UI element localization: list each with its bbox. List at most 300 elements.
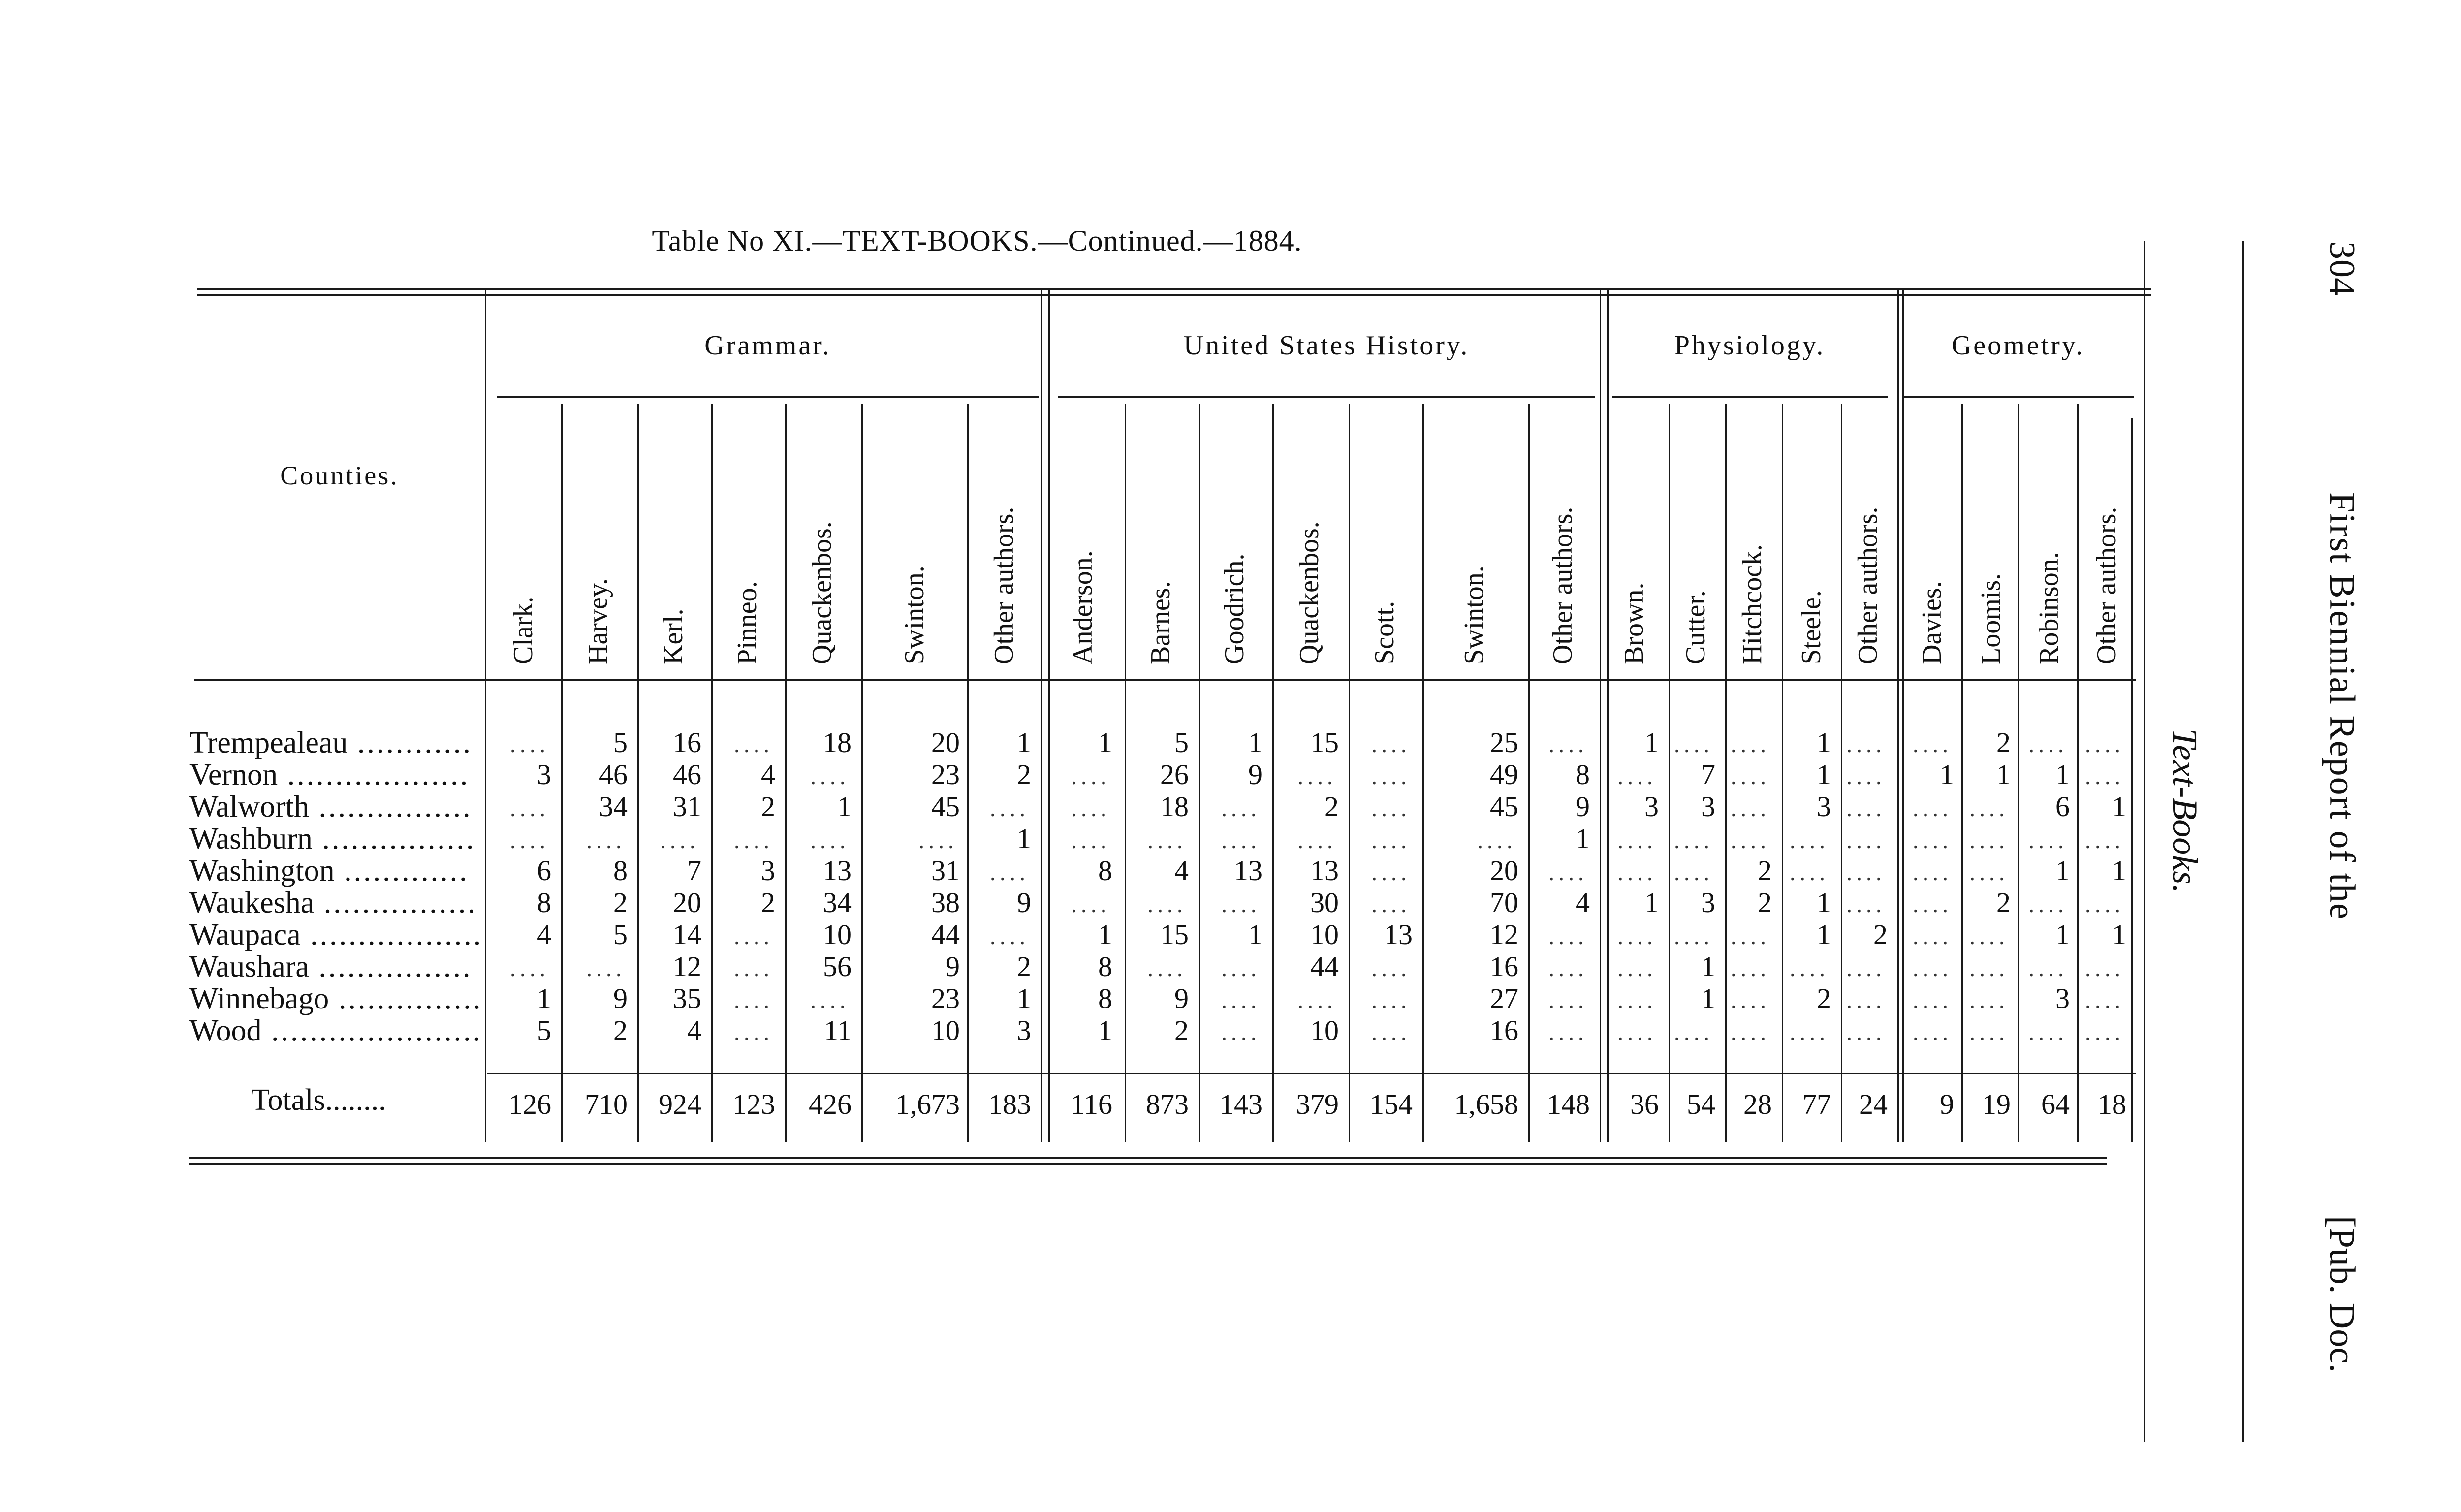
empty-cell: .... (2084, 828, 2124, 853)
empty-cell: .... (2084, 764, 2124, 789)
empty-cell: .... (1912, 732, 1952, 757)
total-cell: 710 (585, 1088, 628, 1120)
table-cell: 2 (1873, 918, 1888, 950)
table-cell: 3 (1817, 790, 1831, 822)
group-grammar: Grammar. (704, 330, 831, 361)
empty-cell: .... (1730, 956, 1769, 981)
empty-cell: .... (733, 828, 773, 853)
column-rule (561, 404, 563, 1142)
table-cell: 1 (1017, 982, 1031, 1014)
empty-cell: .... (1617, 860, 1656, 885)
table-cell: 23 (931, 982, 960, 1014)
table-cell: 1 (2055, 854, 2070, 886)
total-cell: 183 (988, 1088, 1031, 1120)
table-cell: 1 (1098, 918, 1112, 950)
empty-cell: .... (1730, 764, 1769, 789)
empty-cell: .... (1912, 796, 1952, 821)
empty-cell: .... (2028, 956, 2067, 981)
empty-cell: .... (1221, 956, 1260, 981)
col-header-15-cutter: Cutter. (1680, 590, 1711, 664)
pub-doc: [Pub. Doc. (2322, 1216, 2362, 1373)
col-header-2-kerl: Kerl. (658, 608, 689, 664)
column-rule (2131, 418, 2133, 1142)
table-cell: 10 (1310, 918, 1339, 950)
total-cell: 154 (1370, 1088, 1413, 1120)
empty-cell: .... (2084, 988, 2124, 1013)
table-cell: 2 (761, 886, 775, 918)
bottom-rule-2 (189, 1163, 2107, 1165)
table-cell: 2 (1017, 950, 1031, 982)
empty-cell: .... (1617, 828, 1656, 853)
section-title: Text-Books. (2165, 728, 2205, 894)
empty-cell: .... (1673, 860, 1713, 885)
county-name (189, 885, 477, 920)
table-cell: 25 (1490, 726, 1518, 758)
empty-cell: .... (1673, 1020, 1713, 1045)
empty-cell: .... (1371, 796, 1410, 821)
empty-cell: .... (1147, 892, 1186, 917)
col-header-13-other-authors: Other authors. (1547, 506, 1578, 664)
table-cell: 1 (1701, 950, 1715, 982)
total-cell: 426 (809, 1088, 852, 1120)
empty-cell: .... (1548, 924, 1587, 949)
column-rule (1272, 404, 1274, 1142)
column-rule (861, 404, 863, 1142)
table-cell: 5 (613, 918, 628, 950)
county-name (189, 757, 470, 792)
table-cell: 20 (673, 886, 701, 918)
table-cell: 10 (1310, 1014, 1339, 1046)
empty-cell: .... (1912, 988, 1952, 1013)
col-header-16-hitchcock: Hitchcock. (1737, 544, 1767, 664)
empty-cell: .... (1548, 732, 1587, 757)
empty-cell: .... (1371, 860, 1410, 885)
empty-cell: .... (1548, 860, 1587, 885)
empty-cell: .... (1846, 1020, 1885, 1045)
totals-leader: ........ (325, 1083, 386, 1117)
table-cell: 1 (1017, 726, 1031, 758)
table-cell: 1 (1701, 982, 1715, 1014)
empty-cell: .... (810, 764, 849, 789)
empty-cell: .... (1969, 796, 2008, 821)
col-header-19-davies: Davies. (1917, 581, 1947, 664)
table-cell: 12 (1490, 918, 1518, 950)
county-leader: ................ (309, 790, 473, 823)
total-cell: 126 (508, 1088, 551, 1120)
table-cell: 9 (1248, 758, 1262, 790)
table-cell: 14 (673, 918, 701, 950)
empty-cell: .... (1846, 988, 1885, 1013)
group-us-history: United States History. (1183, 330, 1470, 361)
total-cell: 1,673 (895, 1088, 960, 1120)
table-cell: 31 (931, 854, 960, 886)
col-header-4-quackenbos: Quackenbos. (807, 521, 837, 664)
table-cell: 13 (1310, 854, 1339, 886)
table-cell: 38 (931, 886, 960, 918)
table-cell: 8 (1098, 982, 1112, 1014)
table-cell: 4 (1174, 854, 1189, 886)
empty-cell: .... (1221, 892, 1260, 917)
empty-cell: .... (1789, 860, 1829, 885)
group-physiology: Physiology. (1674, 330, 1826, 361)
total-cell: 24 (1859, 1088, 1888, 1120)
table-cell: 7 (1701, 758, 1715, 790)
table-cell: 3 (1644, 790, 1659, 822)
table-cell: 4 (1576, 886, 1590, 918)
table-cell: 1 (1248, 918, 1262, 950)
column-rule (1349, 404, 1350, 1142)
empty-cell: .... (2084, 892, 2124, 917)
table-cell: 2 (1996, 726, 2011, 758)
table-cell: 18 (823, 726, 852, 758)
empty-cell: .... (810, 988, 849, 1013)
table-cell: 6 (537, 854, 551, 886)
geometry-underline (1902, 396, 2134, 398)
county-label: Walworth (189, 790, 309, 823)
table-cell: 1 (1576, 822, 1590, 854)
table-cell: 20 (1490, 854, 1518, 886)
empty-cell: .... (509, 956, 549, 981)
total-cell: 148 (1547, 1088, 1590, 1120)
empty-cell: .... (1673, 732, 1713, 757)
empty-cell: .... (1371, 764, 1410, 789)
table-cell: 2 (1758, 854, 1772, 886)
empty-cell: .... (1071, 892, 1110, 917)
col-header-5-swinton: Swinton. (899, 566, 930, 664)
county-leader: .................. (300, 918, 483, 951)
county-leader: ............. (334, 854, 469, 887)
table-cell: 8 (1576, 758, 1590, 790)
empty-cell: .... (1617, 924, 1656, 949)
empty-cell: .... (1969, 956, 2008, 981)
table-cell: 8 (613, 854, 628, 886)
page-number: 304 (2322, 241, 2362, 296)
col-header-22-other-authors: Other authors. (2091, 506, 2122, 664)
empty-cell: .... (733, 924, 773, 949)
table-cell: 9 (1174, 982, 1189, 1014)
empty-cell: .... (2084, 956, 2124, 981)
table-cell: 23 (931, 758, 960, 790)
col-header-0-clark: Clark. (507, 596, 538, 664)
empty-cell: .... (509, 796, 549, 821)
history-underline (1058, 396, 1595, 398)
table-cell: 5 (1174, 726, 1189, 758)
totals-label: Totals........ (251, 1083, 386, 1117)
col-header-10-quackenbos: Quackenbos. (1294, 521, 1325, 664)
county-name (189, 789, 472, 824)
empty-cell: .... (1969, 988, 2008, 1013)
running-title: First Biennial Report of the (2322, 492, 2362, 920)
table-cell: 2 (1174, 1014, 1189, 1046)
total-cell: 18 (2098, 1088, 2126, 1120)
table-cell: 1 (2055, 758, 2070, 790)
empty-cell: .... (2028, 892, 2067, 917)
table-cell: 9 (613, 982, 628, 1014)
empty-cell: .... (2084, 732, 2124, 757)
county-name (189, 725, 473, 760)
column-rule (485, 290, 486, 1142)
total-cell: 123 (732, 1088, 775, 1120)
table-cell: 1 (1996, 758, 2011, 790)
empty-cell: .... (1912, 1020, 1952, 1045)
table-cell: 13 (1234, 854, 1262, 886)
counties-header: Counties. (280, 461, 399, 490)
empty-cell: .... (1371, 828, 1410, 853)
empty-cell: .... (509, 828, 549, 853)
col-header-17-steele: Steele. (1796, 590, 1827, 664)
table-cell: 2 (1017, 758, 1031, 790)
table-cell: 15 (1310, 726, 1339, 758)
table-cell: 20 (931, 726, 960, 758)
total-cell: 19 (1982, 1088, 2011, 1120)
empty-cell: .... (509, 732, 549, 757)
table-cell: 10 (931, 1014, 960, 1046)
empty-cell: .... (989, 796, 1029, 821)
empty-cell: .... (733, 732, 773, 757)
table-cell: 16 (673, 726, 701, 758)
table-cell: 3 (2055, 982, 2070, 1014)
table-cell: 1 (1098, 1014, 1112, 1046)
column-rule (1607, 290, 1609, 1142)
empty-cell: .... (1297, 988, 1336, 1013)
table-cell: 44 (931, 918, 960, 950)
empty-cell: .... (1912, 860, 1952, 885)
column-rule (1600, 290, 1601, 1142)
group-geometry: Geometry. (1951, 330, 2085, 361)
county-name (189, 949, 472, 984)
table-cell: 1 (1817, 918, 1831, 950)
empty-cell: .... (1730, 924, 1769, 949)
empty-cell: .... (1673, 924, 1713, 949)
table-cell: 35 (673, 982, 701, 1014)
empty-cell: .... (989, 860, 1029, 885)
empty-cell: .... (1071, 764, 1110, 789)
col-header-7-anderson: Anderson. (1068, 550, 1098, 664)
table-cell: 1 (1817, 726, 1831, 758)
empty-cell: .... (1371, 956, 1410, 981)
county-leader: ............ (347, 726, 473, 759)
county-label: Wood (189, 1014, 262, 1047)
table-cell: 27 (1490, 982, 1518, 1014)
table-cell: 46 (673, 758, 701, 790)
table-cell: 34 (599, 790, 628, 822)
table-cell: 3 (1017, 1014, 1031, 1046)
empty-cell: .... (1846, 892, 1885, 917)
empty-cell: .... (810, 828, 849, 853)
empty-cell: .... (1730, 1020, 1769, 1045)
col-header-14-brown: Brown. (1619, 582, 1649, 664)
empty-cell: .... (1147, 956, 1186, 981)
table-cell: 70 (1490, 886, 1518, 918)
empty-cell: .... (2028, 828, 2067, 853)
table-cell: 1 (1644, 726, 1659, 758)
table-title: Table No XI.—TEXT-BOOKS.—Continued.—1884. (652, 224, 1302, 257)
table-cell: 2 (1817, 982, 1831, 1014)
table-cell: 11 (824, 1014, 852, 1046)
empty-cell: .... (1730, 796, 1769, 821)
table-cell: 49 (1490, 758, 1518, 790)
table-cell: 13 (823, 854, 852, 886)
total-cell: 64 (2041, 1088, 2070, 1120)
col-header-11-scott: Scott. (1369, 600, 1400, 664)
empty-cell: .... (1371, 988, 1410, 1013)
county-label: Vernon (189, 758, 278, 791)
column-rule (1897, 290, 1899, 1142)
table-cell: 2 (761, 790, 775, 822)
margin-rule-2 (2242, 241, 2244, 1442)
county-leader: ................ (309, 950, 473, 983)
empty-cell: .... (1846, 764, 1885, 789)
county-label: Waupaca (189, 918, 301, 951)
table-cell: 3 (1701, 886, 1715, 918)
empty-cell: .... (1846, 796, 1885, 821)
empty-cell: .... (660, 828, 699, 853)
county-label: Washington (189, 854, 335, 887)
table-cell: 1 (1817, 886, 1831, 918)
empty-cell: .... (1548, 988, 1587, 1013)
empty-cell: .... (1912, 828, 1952, 853)
table-cell: 1 (1644, 886, 1659, 918)
total-cell: 116 (1071, 1088, 1112, 1120)
col-header-21-robinson: Robinson. (2033, 552, 2064, 664)
column-rule (2077, 404, 2079, 1142)
table-cell: 4 (761, 758, 775, 790)
top-rule (197, 288, 2151, 290)
table-cell: 46 (599, 758, 628, 790)
table-cell: 9 (1017, 886, 1031, 918)
empty-cell: .... (989, 924, 1029, 949)
total-cell: 143 (1220, 1088, 1262, 1120)
empty-cell: .... (1147, 828, 1186, 853)
empty-cell: .... (1969, 1020, 2008, 1045)
empty-cell: .... (1846, 860, 1885, 885)
table-cell: 1 (2112, 918, 2126, 950)
margin-rule-1 (2144, 241, 2145, 1442)
table-cell: 1 (2112, 790, 2126, 822)
empty-cell: .... (733, 1020, 773, 1045)
top-rule-2 (197, 294, 2151, 296)
empty-cell: .... (1846, 956, 1885, 981)
table-cell: 7 (687, 854, 701, 886)
county-name (189, 981, 482, 1016)
empty-cell: .... (1730, 828, 1769, 853)
table-cell: 1 (1098, 726, 1112, 758)
empty-cell: .... (1789, 1020, 1829, 1045)
table-cell: 1 (2055, 918, 2070, 950)
table-cell: 26 (1160, 758, 1189, 790)
county-name (189, 917, 483, 952)
empty-cell: .... (2028, 1020, 2067, 1045)
total-cell: 54 (1687, 1088, 1715, 1120)
empty-cell: .... (1912, 956, 1952, 981)
county-label: Waushara (189, 950, 309, 983)
col-header-1-harvey: Harvey. (583, 578, 613, 664)
column-rule (1048, 290, 1050, 1142)
empty-cell: .... (1969, 924, 2008, 949)
table-cell: 44 (1310, 950, 1339, 982)
empty-cell: .... (1912, 892, 1952, 917)
county-label: Winnebago (189, 982, 329, 1015)
empty-cell: .... (2084, 1020, 2124, 1045)
county-leader: ................ (314, 886, 477, 919)
table-cell: 15 (1160, 918, 1189, 950)
total-cell: 77 (1802, 1088, 1831, 1120)
table-cell: 2 (1996, 886, 2011, 918)
col-header-20-loomis: Loomis. (1976, 573, 2006, 664)
empty-cell: .... (1477, 828, 1516, 853)
table-cell: 2 (613, 1014, 628, 1046)
total-cell: 1,658 (1454, 1088, 1518, 1120)
county-leader: ................... (278, 758, 470, 791)
total-cell: 36 (1630, 1088, 1659, 1120)
total-cell: 379 (1296, 1088, 1339, 1120)
table-cell: 1 (1817, 758, 1831, 790)
col-header-3-pinneo: Pinneo. (731, 581, 762, 664)
county-label: Waukesha (189, 886, 315, 919)
table-cell: 18 (1160, 790, 1189, 822)
empty-cell: .... (1846, 732, 1885, 757)
column-rule (1902, 290, 1904, 1142)
table-cell: 2 (1325, 790, 1339, 822)
table-cell: 12 (673, 950, 701, 982)
empty-cell: .... (1221, 796, 1260, 821)
empty-cell: .... (1969, 828, 2008, 853)
empty-cell: .... (1789, 828, 1829, 853)
county-name (189, 853, 469, 888)
empty-cell: .... (1912, 924, 1952, 949)
table-cell: 9 (946, 950, 960, 982)
table-cell: 3 (537, 758, 551, 790)
county-name (189, 1013, 482, 1048)
grammar-underline (497, 396, 1039, 398)
table-cell: 2 (1758, 886, 1772, 918)
column-rule (1041, 290, 1042, 1142)
empty-cell: .... (918, 828, 957, 853)
empty-cell: .... (1617, 1020, 1656, 1045)
bottom-rule (189, 1157, 2107, 1159)
total-cell: 9 (1940, 1088, 1954, 1120)
table-cell: 5 (537, 1014, 551, 1046)
empty-cell: .... (1071, 796, 1110, 821)
table-cell: 1 (537, 982, 551, 1014)
table-cell: 5 (613, 726, 628, 758)
col-header-8-barnes: Barnes. (1145, 581, 1176, 664)
physiology-underline (1612, 396, 1888, 398)
empty-cell: .... (1297, 828, 1336, 853)
empty-cell: .... (1673, 828, 1713, 853)
empty-cell: .... (1617, 764, 1656, 789)
empty-cell: .... (1221, 988, 1260, 1013)
table-cell: 9 (1576, 790, 1590, 822)
empty-cell: .... (1617, 956, 1656, 981)
empty-cell: .... (1371, 1020, 1410, 1045)
county-label: Washburn (189, 822, 313, 855)
column-rule (1422, 404, 1424, 1142)
table-cell: 1 (837, 790, 852, 822)
total-cell: 873 (1146, 1088, 1189, 1120)
table-cell: 4 (687, 1014, 701, 1046)
empty-cell: .... (1371, 892, 1410, 917)
empty-cell: .... (1969, 860, 2008, 885)
table-cell: 1 (1248, 726, 1262, 758)
table-cell: 31 (673, 790, 701, 822)
empty-cell: .... (1730, 732, 1769, 757)
column-rule (785, 404, 787, 1142)
table-cell: 8 (1098, 950, 1112, 982)
table-cell: 13 (1384, 918, 1413, 950)
empty-cell: .... (586, 956, 625, 981)
table-cell: 16 (1490, 1014, 1518, 1046)
